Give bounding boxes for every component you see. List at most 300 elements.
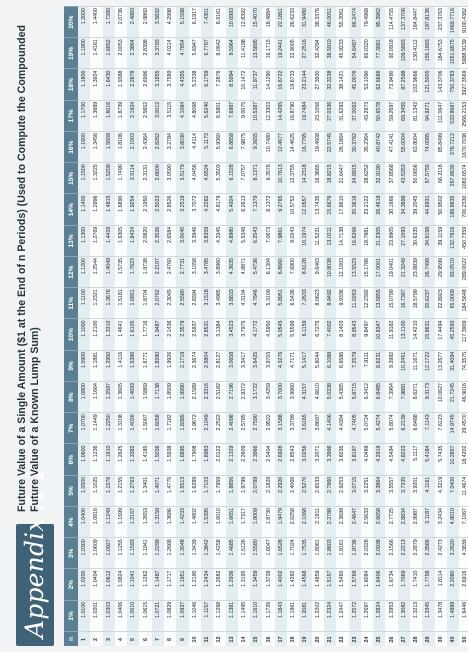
factor-cell: 2.1049 [201,413,213,444]
factor-cell: 7.1067 [459,507,468,538]
period-cell: 15 [250,632,262,647]
factor-cell: 1.4859 [312,569,324,600]
factor-cell: 11.9182 [385,319,397,350]
factor-cell: 6.2613 [238,194,250,225]
factor-cell: 92.0918 [385,38,397,69]
factor-cell: 2.5182 [213,382,225,413]
factor-cell: 13.5523 [349,257,361,288]
factor-cell: 7.0400 [447,475,459,506]
factor-cell: 28.6252 [361,163,373,194]
factor-cell: 3.2784 [164,132,176,163]
factor-cell: 1.4116 [115,350,127,381]
period-cell: 26 [385,632,397,647]
factor-cell: 6.1159 [299,319,311,350]
factor-cell: 4.0214 [164,38,176,69]
factor-cell: 6.2139 [398,413,410,444]
appendix-header [8,6,62,646]
table-title-line-2: Future Value of a Known Lump Sum) [29,327,41,512]
factor-cell: 1.8280 [152,350,164,381]
factor-cell: 2.2609 [238,444,250,475]
factor-cell: 143.3706 [435,69,447,100]
factor-cell: 10.1472 [238,69,250,100]
table-row [250,7,262,647]
factor-cell: 1.2936 [226,569,238,600]
factor-cell: 1.0721 [152,600,164,631]
factor-cell: 1.1255 [115,538,127,569]
factor-cell: 1.4026 [127,413,139,444]
column-header-rate: 14% [64,194,78,225]
factor-cell: 1.2100 [90,319,102,350]
factor-cell: 2.4098 [226,413,238,444]
factor-cell: 10.0627 [435,382,447,413]
factor-cell: 3.7335 [398,475,410,506]
factor-cell: 3.2519 [176,194,188,225]
factor-cell: 2.6584 [164,225,176,256]
factor-cell: 1.8856 [226,475,238,506]
factor-cell: 18.8215 [324,163,336,194]
factor-cell: 121.5005 [422,69,434,100]
column-header-n: n [64,632,78,647]
factor-cell: 1.2324 [324,600,336,631]
factor-cell: 1.6058 [152,413,164,444]
table-header-row [64,7,78,647]
factor-cell: 6.7767 [201,38,213,69]
factor-cell: 5.5599 [287,319,299,350]
factor-cell: 6.1088 [324,350,336,381]
factor-cell: 26.7499 [422,257,434,288]
factor-cell: 1.5036 [152,444,164,475]
column-header-rate: 9% [64,350,78,381]
factor-cell: 1.2321 [90,288,102,319]
factor-cell: 6.8660 [275,257,287,288]
factor-cell: 1.3159 [152,507,164,538]
factor-cell: 31.9480 [299,7,311,38]
factor-cell: 1.9487 [152,319,164,350]
column-header-rate: 20% [64,7,78,38]
factor-cell: 12.4677 [275,132,287,163]
factor-cell: 2.6928 [275,444,287,475]
factor-cell: 3.9960 [287,382,299,413]
factor-cell: 1.8424 [127,225,139,256]
factor-cell: 74.3575 [459,350,468,381]
factor-cell: 15.0799 [385,288,397,319]
factor-cell: 50.0656 [410,163,422,194]
future-value-table [64,6,468,646]
factor-cell: 2.7725 [385,507,397,538]
factor-cell: 1.5126 [238,538,250,569]
factor-cell: 24.8915 [349,163,361,194]
factor-cell: 1.3195 [238,569,250,600]
factor-cell: 8.6128 [299,257,311,288]
factor-cell: 1.9990 [176,382,188,413]
factor-cell: 1.3676 [103,288,115,319]
factor-cell: 46.0051 [324,7,336,38]
factor-cell: 12.0557 [299,194,311,225]
factor-cell: 19.4608 [312,132,324,163]
factor-cell: 8.1372 [262,194,274,225]
period-cell: 20 [312,632,324,647]
factor-cell: 2.2213 [398,538,410,569]
factor-cell: 7.2633 [299,288,311,319]
factor-cell: 1.4282 [287,569,299,600]
factor-cell: 16.7765 [299,132,311,163]
period-cell: 21 [324,632,336,647]
factor-cell: 2.2878 [127,69,139,100]
factor-cell: 1.0700 [78,413,90,444]
factor-cell: 3.1058 [189,257,201,288]
factor-cell: 1.3401 [139,475,151,506]
factor-cell: 22.5745 [324,132,336,163]
factor-cell: 1.2190 [189,569,201,600]
factor-cell: 1.1262 [139,569,151,600]
factor-cell: 1.1726 [262,600,274,631]
period-cell: 17 [275,632,287,647]
factor-cell: 10.7480 [262,132,274,163]
factor-cell: 5.8074 [385,413,397,444]
factor-cell: 2.9253 [336,475,348,506]
factor-cell: 10.7613 [275,163,287,194]
factor-cell: 1.4185 [139,444,151,475]
factor-cell: 1.1941 [139,538,151,569]
factor-cell: 2.9372 [238,382,250,413]
factor-cell: 3.3946 [189,225,201,256]
factor-cell: 4.0489 [361,444,373,475]
factor-cell: 1.2544 [90,257,102,288]
factor-cell: 237.3763 [435,7,447,38]
appendix-label-box [16,466,54,646]
factor-cell: 1.0615 [139,600,151,631]
factor-cell: 77.3881 [373,38,385,69]
factor-cell: 1.8509 [164,382,176,413]
factor-cell: 1.3310 [103,319,115,350]
table-row [275,7,287,647]
factor-cell: 1.2697 [361,600,373,631]
factor-cell: 7.4002 [324,319,336,350]
factor-cell: 12.1003 [336,257,348,288]
factor-cell: 46.9016 [459,382,468,413]
factor-cell: 1.7069 [398,569,410,600]
factor-cell: 7.1379 [250,194,262,225]
factor-cell: 1.1487 [152,569,164,600]
factor-cell: 8.1403 [336,319,348,350]
factor-cell: 1.5460 [336,569,348,600]
column-header-rate: 4% [64,507,78,538]
factor-cell: 9.5964 [226,38,238,69]
factor-cell: 114.4755 [385,7,397,38]
period-cell: 9 [176,632,188,647]
factor-cell: 8.9492 [324,288,336,319]
factor-cell: 6.8485 [373,382,385,413]
factor-cell: 1.4161 [90,38,102,69]
table-row [422,7,434,647]
factor-cell: 1.1046 [189,600,201,631]
factor-cell: 1.4429 [103,225,115,256]
factor-cell: 1.2763 [127,475,139,506]
table-row [312,7,324,647]
period-cell: 27 [398,632,410,647]
factor-cell: 1.0937 [176,600,188,631]
factor-cell: 4.2919 [373,444,385,475]
factor-cell: 1.3048 [176,538,188,569]
factor-cell: 450.7359 [459,225,468,256]
factor-cell: 3.9703 [262,350,274,381]
factor-cell: 6.6488 [410,413,422,444]
factor-cell: 1.3478 [435,600,447,631]
factor-cell: 2.3864 [127,38,139,69]
factor-cell: 11.4674 [459,475,468,506]
table-row [127,7,139,647]
factor-cell: 31.6293 [336,100,348,131]
factor-cell: 4.8980 [226,225,238,256]
period-cell: 16 [262,632,274,647]
factor-cell: 1.7716 [139,319,151,350]
factor-cell: 1.0927 [103,538,115,569]
factor-cell: 1.5209 [103,163,115,194]
factor-cell: 7.9861 [275,225,287,256]
table-row [189,7,201,647]
factor-cell: 1.1717 [164,569,176,600]
factor-cell: 9.0243 [287,225,299,256]
factor-cell: 29.4570 [459,413,468,444]
factor-cell: 3.1855 [152,69,164,100]
factor-cell: 164.8447 [410,7,422,38]
factor-cell: 11.5231 [312,225,324,256]
factor-cell: 19.7484 [299,100,311,131]
factor-cell: 1.2167 [127,507,139,538]
factor-cell: 2.6996 [139,69,151,100]
factor-cell: 1.4568 [299,569,311,600]
factor-cell: 6.2543 [250,225,262,256]
factor-cell: 3.9201 [410,475,422,506]
factor-cell: 3.5832 [152,7,164,38]
factor-cell: 1.2250 [103,413,115,444]
factor-cell: 1.5735 [115,257,127,288]
factor-cell: 8.0623 [312,288,324,319]
factor-cell: 22.1861 [275,7,287,38]
factor-cell: 3927.3569 [459,69,468,100]
factor-cell: 7.1143 [422,413,434,444]
period-cell: 7 [152,632,164,647]
factor-cell: 8.0642 [213,38,225,69]
factor-cell: 3.4985 [213,288,225,319]
factor-cell: 1.4685 [226,538,238,569]
factor-cell: 38.5910 [324,38,336,69]
factor-cell: 3.8197 [349,444,361,475]
period-cell: 24 [361,632,373,647]
factor-cell: 5.0724 [361,413,373,444]
factor-cell: 10.2857 [447,444,459,475]
factor-cell: 5.4365 [336,382,348,413]
factor-cell: 1.3924 [90,69,102,100]
factor-cell: 73.9490 [385,69,397,100]
column-header-rate: 18% [64,69,78,100]
factor-cell: 1.5386 [127,350,139,381]
column-header-rate: 2% [64,569,78,600]
table-row [176,7,188,647]
table-row [201,7,213,647]
factor-cell: 10.8347 [373,319,385,350]
factor-cell: 55.0004 [398,132,410,163]
factor-cell: 1.0510 [127,600,139,631]
factor-cell: 2.8394 [189,288,201,319]
factor-cell: 30.1666 [385,194,397,225]
factor-cell: 2.2879 [410,538,422,569]
factor-cell: 1.2447 [336,600,348,631]
factor-cell: 1.7024 [287,538,299,569]
factor-cell: 31.4094 [447,350,459,381]
factor-cell: 1.7280 [103,7,115,38]
table-row [324,7,336,647]
period-cell: 11 [201,632,213,647]
factor-cell: 4.6610 [312,382,324,413]
table-row [287,7,299,647]
factor-cell: 1.6890 [115,194,127,225]
factor-cell: 14.7138 [336,225,348,256]
factor-cell: 34.3899 [398,194,410,225]
factor-cell: 3.8833 [226,288,238,319]
factor-cell: 3.6425 [250,350,262,381]
factor-cell: 1.6651 [226,507,238,538]
factor-cell: 3.8030 [176,132,188,163]
table-row [336,7,348,647]
factor-cell: 1.3213 [410,600,422,631]
factor-cell: 1.3842 [201,538,213,569]
factor-cell: 1.5513 [176,475,188,506]
factor-cell: 13.0211 [324,225,336,256]
factor-cell: 27.3930 [312,69,324,100]
factor-cell: 69.3455 [398,100,410,131]
column-header-rate: 6% [64,444,78,475]
factor-cell: 85.8499 [435,132,447,163]
factor-cell: 2.8543 [287,444,299,475]
factor-cell: 12.2392 [361,288,373,319]
factor-cell: 20.3616 [349,194,361,225]
factor-cell: 4.7846 [250,288,262,319]
factor-cell: 2.5580 [176,288,188,319]
factor-cell: 1.8739 [115,100,127,131]
factor-cell: 1.0500 [78,475,90,506]
factor-cell: 3.2071 [312,444,324,475]
factor-cell: 16.7387 [398,288,410,319]
factor-cell: 2.4364 [139,132,151,163]
factor-cell: 1.2081 [299,600,311,631]
factor-cell: 2.5652 [139,100,151,131]
factor-cell: 1.6047 [262,538,274,569]
factor-cell: 155.1893 [422,38,434,69]
factor-cell: 3.5557 [385,475,397,506]
factor-cell: 750.3783 [447,69,459,100]
factor-cell: 6.7275 [312,319,324,350]
factor-cell: 1.5580 [250,538,262,569]
factor-cell: 1.9738 [139,257,151,288]
table-row [398,7,410,647]
factor-cell: 4.3219 [435,475,447,506]
factor-cell: 5.8951 [275,288,287,319]
factor-cell: 4.4355 [176,69,188,100]
factor-cell: 1.1268 [213,600,225,631]
factor-cell: 16.3665 [312,163,324,194]
factor-cell: 18.5799 [410,288,422,319]
factor-cell: 10.2451 [398,350,410,381]
factor-cell: 1.2824 [373,600,385,631]
factor-cell: 3.3417 [238,350,250,381]
factor-cell: 37.8568 [385,163,397,194]
factor-cell: 1.6528 [275,538,287,569]
factor-cell: 5.4736 [250,257,262,288]
factor-cell: 37.0062 [349,100,361,131]
factor-cell: 197.8136 [422,7,434,38]
period-cell: 8 [164,632,176,647]
factor-cell: 5.3109 [262,288,274,319]
factor-cell: 1.6734 [385,569,397,600]
factor-cell: 38.1421 [336,69,348,100]
factor-cell: 26.4619 [373,194,385,225]
factor-cell: 4.1161 [422,475,434,506]
factor-cell: 2.0258 [287,507,299,538]
factor-cell: 1.0406 [115,600,127,631]
factor-cell: 1.1700 [78,100,90,131]
factor-cell: 4.1084 [176,100,188,131]
factor-cell: 55.2061 [336,7,348,38]
factor-cell: 1.8704 [139,288,151,319]
factor-cell: 188.8835 [447,194,459,225]
factor-cell: 1.7535 [299,538,311,569]
factor-cell: 1.7623 [127,257,139,288]
factor-cell: 1.2625 [115,444,127,475]
factor-cell: 74.0085 [422,132,434,163]
factor-cell: 1.0816 [90,507,102,538]
factor-cell: 4.3104 [238,288,250,319]
factor-cell: 1.0400 [78,507,90,538]
factor-cell: 3.1588 [275,413,287,444]
factor-cell: 2.9987 [410,507,422,538]
factor-cell: 1.2155 [115,475,127,506]
factor-cell: 4.6524 [201,163,213,194]
factor-cell: 1.3082 [398,600,410,631]
table-title-line-1: Future Value of a Single Amount ($1 at the End of n Periods) (Used to Compute the Compounded [16,25,28,512]
factor-cell: 1.5181 [115,288,127,319]
factor-cell: 7.4301 [201,7,213,38]
factor-cell: 1.2299 [152,538,164,569]
factor-cell: 1.4802 [189,507,201,538]
factor-cell: 4.3345 [213,225,225,256]
factor-cell: 1.8385 [176,413,188,444]
factor-cell: 1.5869 [139,382,151,413]
factor-cell: 1.8114 [435,569,447,600]
factor-cell: 32.9190 [373,163,385,194]
factor-cell: 2.1329 [226,444,238,475]
factor-cell: 700.2330 [459,194,468,225]
factor-cell: 7.9881 [398,382,410,413]
factor-cell: 9.3992 [385,350,397,381]
factor-cell: 2.4273 [435,538,447,569]
factor-cell: 117.3909 [459,319,468,350]
factor-cell: 2.3579 [176,319,188,350]
factor-cell: 1.0900 [78,350,90,381]
factor-cell: 2.0820 [139,225,151,256]
factor-cell: 14.9745 [447,413,459,444]
table-row [299,7,311,647]
factor-cell: 1.6084 [361,569,373,600]
factor-cell: 95.3962 [373,7,385,38]
factor-cell: 2.1829 [262,475,274,506]
factor-cell: 2.0736 [115,7,127,38]
factor-cell: 3.7000 [275,382,287,413]
factor-cell: 1.6430 [103,69,115,100]
period-cell: 6 [139,632,151,647]
appendix-label: Appendix A-1 [20,466,49,638]
factor-cell: 79.4968 [361,7,373,38]
